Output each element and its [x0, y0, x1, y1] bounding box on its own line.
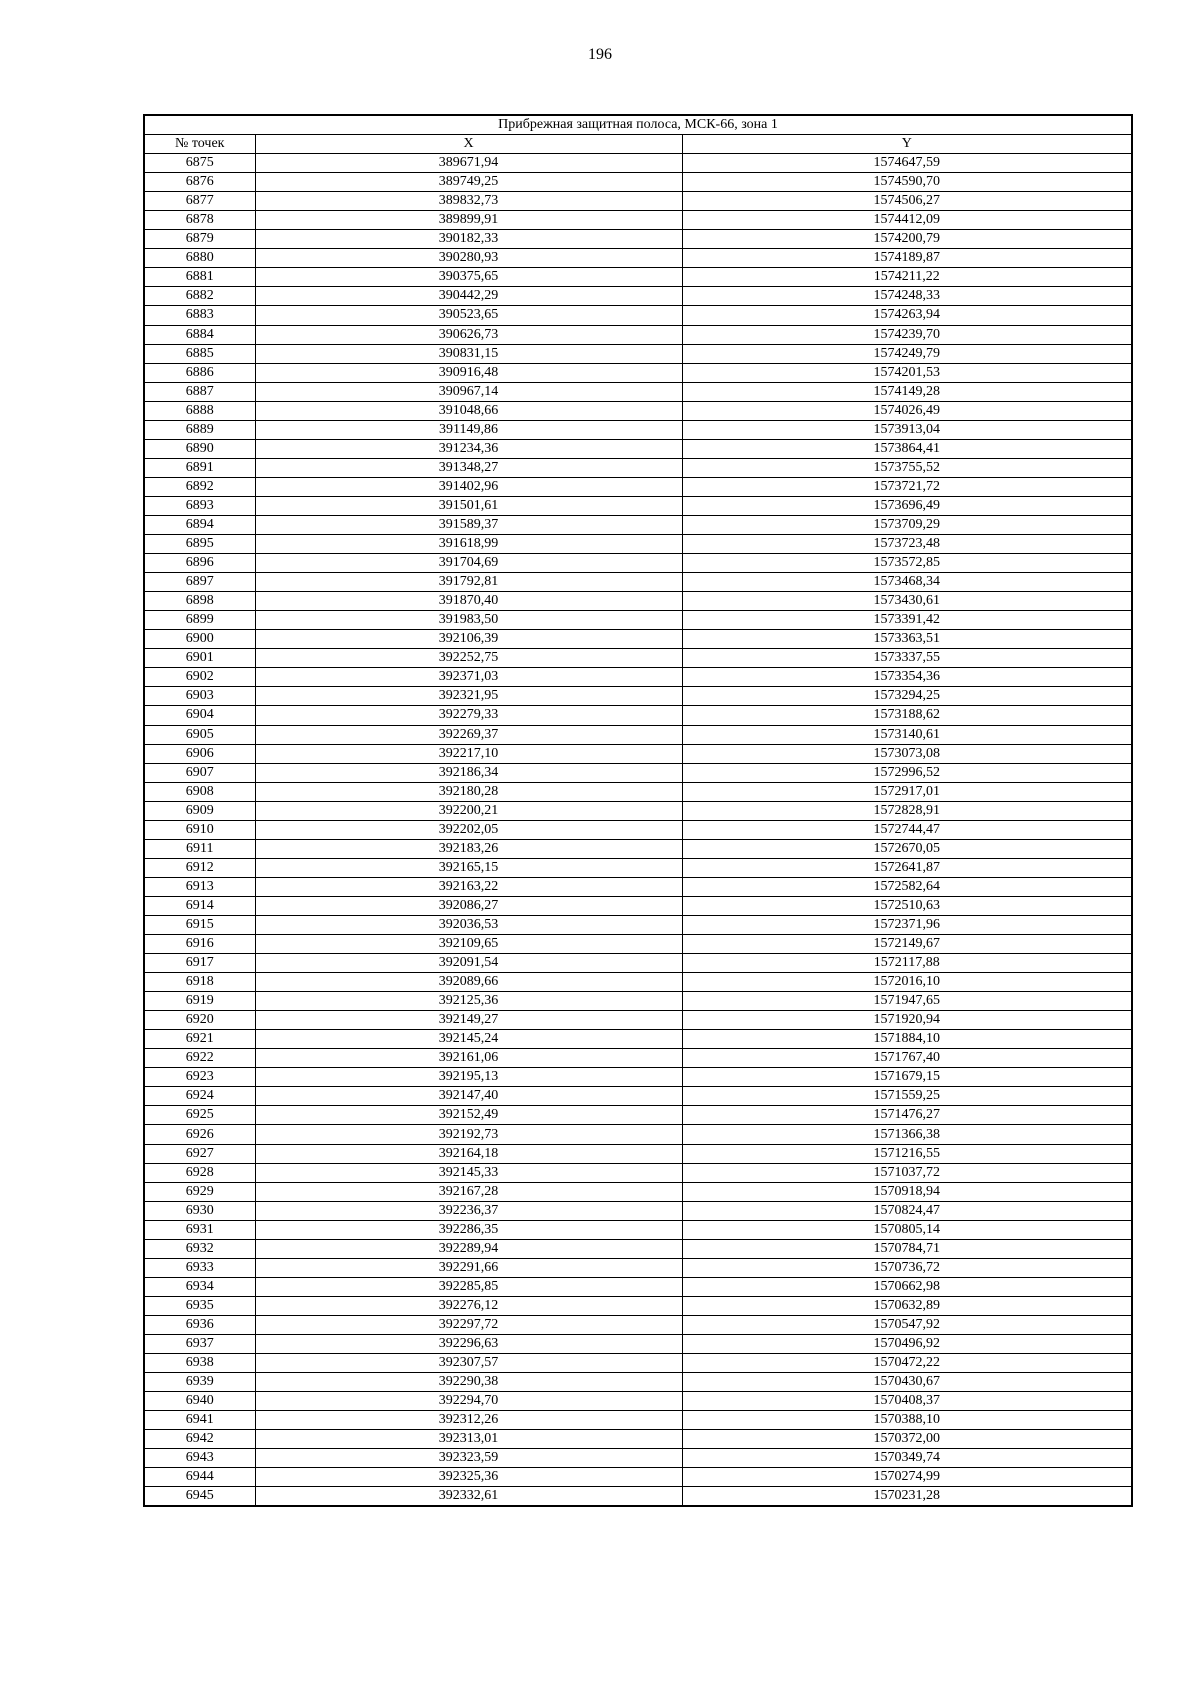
- coordinates-table: [143, 114, 1133, 1507]
- table-row: [144, 973, 1132, 992]
- cell-y: 1571216,55: [682, 1144, 1132, 1163]
- cell-y: 1574506,27: [682, 192, 1132, 211]
- cell-point-number: 6890: [144, 439, 255, 458]
- cell-y: 1572582,64: [682, 877, 1132, 896]
- table-row: [144, 592, 1132, 611]
- cell-y: 1573140,61: [682, 725, 1132, 744]
- table-body: [144, 154, 1132, 1507]
- cell-y: 1570472,22: [682, 1354, 1132, 1373]
- table-row: [144, 1030, 1132, 1049]
- cell-point-number: 6911: [144, 839, 255, 858]
- cell-x: 391983,50: [255, 611, 682, 630]
- cell-point-number: 6899: [144, 611, 255, 630]
- table-row: [144, 325, 1132, 344]
- cell-y: 1571947,65: [682, 992, 1132, 1011]
- cell-y: 1573723,48: [682, 535, 1132, 554]
- cell-point-number: 6912: [144, 858, 255, 877]
- cell-x: 391589,37: [255, 515, 682, 534]
- cell-point-number: 6919: [144, 992, 255, 1011]
- cell-y: 1573354,36: [682, 668, 1132, 687]
- cell-y: 1572996,52: [682, 763, 1132, 782]
- cell-y: 1573721,72: [682, 477, 1132, 496]
- table-title: Прибрежная защитная полоса, МСК-66, зона 1: [144, 115, 1132, 135]
- cell-x: 392167,28: [255, 1182, 682, 1201]
- table-row: [144, 858, 1132, 877]
- cell-x: 391792,81: [255, 573, 682, 592]
- cell-y: 1574026,49: [682, 401, 1132, 420]
- table-row: [144, 554, 1132, 573]
- table-row: [144, 687, 1132, 706]
- cell-y: 1573337,55: [682, 649, 1132, 668]
- cell-x: 392289,94: [255, 1239, 682, 1258]
- cell-x: 392152,49: [255, 1106, 682, 1125]
- cell-point-number: 6892: [144, 477, 255, 496]
- cell-y: 1573572,85: [682, 554, 1132, 573]
- cell-x: 392286,35: [255, 1220, 682, 1239]
- cell-point-number: 6923: [144, 1068, 255, 1087]
- cell-point-number: 6917: [144, 954, 255, 973]
- cell-x: 391618,99: [255, 535, 682, 554]
- cell-y: 1574590,70: [682, 173, 1132, 192]
- cell-y: 1570349,74: [682, 1449, 1132, 1468]
- cell-x: 392161,06: [255, 1049, 682, 1068]
- table-row: [144, 1296, 1132, 1315]
- cell-point-number: 6944: [144, 1468, 255, 1487]
- table-row: [144, 725, 1132, 744]
- table-row: [144, 420, 1132, 439]
- table-row: [144, 630, 1132, 649]
- cell-x: 391048,66: [255, 401, 682, 420]
- cell-x: 389899,91: [255, 211, 682, 230]
- cell-point-number: 6877: [144, 192, 255, 211]
- cell-point-number: 6916: [144, 935, 255, 954]
- table-row: [144, 1411, 1132, 1430]
- cell-x: 392321,95: [255, 687, 682, 706]
- cell-point-number: 6883: [144, 306, 255, 325]
- table-row: [144, 668, 1132, 687]
- cell-y: 1573294,25: [682, 687, 1132, 706]
- cell-y: 1573430,61: [682, 592, 1132, 611]
- cell-y: 1574263,94: [682, 306, 1132, 325]
- cell-x: 392307,57: [255, 1354, 682, 1373]
- table-row: [144, 1392, 1132, 1411]
- cell-y: 1570805,14: [682, 1220, 1132, 1239]
- cell-y: 1572828,91: [682, 801, 1132, 820]
- cell-x: 392332,61: [255, 1487, 682, 1507]
- table-row: [144, 458, 1132, 477]
- table-row: [144, 820, 1132, 839]
- cell-y: 1574200,79: [682, 230, 1132, 249]
- table-row: [144, 1144, 1132, 1163]
- table-row: [144, 744, 1132, 763]
- cell-y: 1573188,62: [682, 706, 1132, 725]
- cell-point-number: 6918: [144, 973, 255, 992]
- table-row: [144, 1373, 1132, 1392]
- cell-point-number: 6927: [144, 1144, 255, 1163]
- cell-y: 1570547,92: [682, 1315, 1132, 1334]
- cell-y: 1571679,15: [682, 1068, 1132, 1087]
- cell-x: 389749,25: [255, 173, 682, 192]
- table-row: [144, 1163, 1132, 1182]
- cell-x: 390375,65: [255, 268, 682, 287]
- cell-y: 1571476,27: [682, 1106, 1132, 1125]
- table-row: [144, 649, 1132, 668]
- cell-y: 1572510,63: [682, 896, 1132, 915]
- table-header-row: [144, 135, 1132, 154]
- cell-point-number: 6908: [144, 782, 255, 801]
- cell-point-number: 6903: [144, 687, 255, 706]
- cell-x: 392165,15: [255, 858, 682, 877]
- table-row: [144, 268, 1132, 287]
- cell-y: 1573363,51: [682, 630, 1132, 649]
- cell-x: 392147,40: [255, 1087, 682, 1106]
- cell-x: 391402,96: [255, 477, 682, 496]
- cell-point-number: 6913: [144, 877, 255, 896]
- cell-x: 392192,73: [255, 1125, 682, 1144]
- cell-x: 392269,37: [255, 725, 682, 744]
- cell-point-number: 6933: [144, 1258, 255, 1277]
- table-row: [144, 763, 1132, 782]
- cell-point-number: 6929: [144, 1182, 255, 1201]
- cell-y: 1573391,42: [682, 611, 1132, 630]
- cell-x: 392236,37: [255, 1201, 682, 1220]
- table-row: [144, 1239, 1132, 1258]
- cell-y: 1574211,22: [682, 268, 1132, 287]
- table-row: [144, 801, 1132, 820]
- header-x: X: [255, 135, 682, 154]
- cell-x: 392180,28: [255, 782, 682, 801]
- table-row: [144, 1354, 1132, 1373]
- cell-y: 1570824,47: [682, 1201, 1132, 1220]
- table-row: [144, 1449, 1132, 1468]
- cell-point-number: 6896: [144, 554, 255, 573]
- cell-point-number: 6915: [144, 915, 255, 934]
- table-row: [144, 287, 1132, 306]
- table-row: [144, 477, 1132, 496]
- cell-point-number: 6932: [144, 1239, 255, 1258]
- cell-y: 1571920,94: [682, 1011, 1132, 1030]
- cell-y: 1573696,49: [682, 496, 1132, 515]
- cell-y: 1570784,71: [682, 1239, 1132, 1258]
- cell-point-number: 6901: [144, 649, 255, 668]
- cell-point-number: 6936: [144, 1315, 255, 1334]
- table-row: [144, 535, 1132, 554]
- cell-point-number: 6886: [144, 363, 255, 382]
- cell-x: 392285,85: [255, 1277, 682, 1296]
- cell-point-number: 6945: [144, 1487, 255, 1507]
- table-row: [144, 1125, 1132, 1144]
- cell-point-number: 6931: [144, 1220, 255, 1239]
- cell-point-number: 6882: [144, 287, 255, 306]
- cell-point-number: 6921: [144, 1030, 255, 1049]
- cell-x: 391501,61: [255, 496, 682, 515]
- cell-y: 1570274,99: [682, 1468, 1132, 1487]
- table-row: [144, 515, 1132, 534]
- table-row: [144, 249, 1132, 268]
- table-row: [144, 1277, 1132, 1296]
- table-row: [144, 1335, 1132, 1354]
- cell-point-number: 6885: [144, 344, 255, 363]
- cell-x: 392297,72: [255, 1315, 682, 1334]
- cell-y: 1574149,28: [682, 382, 1132, 401]
- cell-y: 1570231,28: [682, 1487, 1132, 1507]
- table-row: [144, 782, 1132, 801]
- cell-point-number: 6887: [144, 382, 255, 401]
- cell-x: 392323,59: [255, 1449, 682, 1468]
- cell-y: 1573709,29: [682, 515, 1132, 534]
- cell-x: 392312,26: [255, 1411, 682, 1430]
- cell-x: 392291,66: [255, 1258, 682, 1277]
- table-row: [144, 154, 1132, 173]
- table-row: [144, 1182, 1132, 1201]
- table-row: [144, 192, 1132, 211]
- cell-y: 1570736,72: [682, 1258, 1132, 1277]
- cell-point-number: 6875: [144, 154, 255, 173]
- cell-point-number: 6926: [144, 1125, 255, 1144]
- cell-point-number: 6940: [144, 1392, 255, 1411]
- cell-x: 392325,36: [255, 1468, 682, 1487]
- cell-x: 390182,33: [255, 230, 682, 249]
- page-number: 196: [588, 46, 612, 63]
- cell-point-number: 6884: [144, 325, 255, 344]
- cell-point-number: 6891: [144, 458, 255, 477]
- cell-x: 392183,26: [255, 839, 682, 858]
- cell-y: 1573073,08: [682, 744, 1132, 763]
- table-row: [144, 839, 1132, 858]
- cell-x: 392290,38: [255, 1373, 682, 1392]
- cell-y: 1573864,41: [682, 439, 1132, 458]
- cell-y: 1570918,94: [682, 1182, 1132, 1201]
- table-row: [144, 211, 1132, 230]
- cell-y: 1571037,72: [682, 1163, 1132, 1182]
- table-row: [144, 344, 1132, 363]
- cell-point-number: 6934: [144, 1277, 255, 1296]
- cell-point-number: 6894: [144, 515, 255, 534]
- table-row: [144, 1068, 1132, 1087]
- cell-point-number: 6909: [144, 801, 255, 820]
- cell-y: 1571884,10: [682, 1030, 1132, 1049]
- cell-x: 392252,75: [255, 649, 682, 668]
- cell-point-number: 6876: [144, 173, 255, 192]
- cell-x: 392294,70: [255, 1392, 682, 1411]
- cell-x: 392086,27: [255, 896, 682, 915]
- cell-y: 1572917,01: [682, 782, 1132, 801]
- cell-x: 391704,69: [255, 554, 682, 573]
- cell-point-number: 6879: [144, 230, 255, 249]
- table-row: [144, 573, 1132, 592]
- table-row: [144, 363, 1132, 382]
- cell-y: 1573468,34: [682, 573, 1132, 592]
- cell-x: 392109,65: [255, 935, 682, 954]
- cell-x: 392217,10: [255, 744, 682, 763]
- cell-point-number: 6893: [144, 496, 255, 515]
- cell-x: 392164,18: [255, 1144, 682, 1163]
- cell-y: 1574239,70: [682, 325, 1132, 344]
- table-row: [144, 1201, 1132, 1220]
- table-row: [144, 1468, 1132, 1487]
- table-title-row: [144, 115, 1132, 135]
- table-row: [144, 611, 1132, 630]
- cell-point-number: 6920: [144, 1011, 255, 1030]
- cell-x: 392200,21: [255, 801, 682, 820]
- cell-x: 390626,73: [255, 325, 682, 344]
- cell-y: 1572117,88: [682, 954, 1132, 973]
- cell-y: 1574189,87: [682, 249, 1132, 268]
- cell-x: 390831,15: [255, 344, 682, 363]
- cell-x: 392202,05: [255, 820, 682, 839]
- cell-y: 1572371,96: [682, 915, 1132, 934]
- cell-x: 390967,14: [255, 382, 682, 401]
- cell-x: 389671,94: [255, 154, 682, 173]
- cell-point-number: 6906: [144, 744, 255, 763]
- cell-x: 392313,01: [255, 1430, 682, 1449]
- cell-x: 390523,65: [255, 306, 682, 325]
- table-row: [144, 439, 1132, 458]
- table-row: [144, 382, 1132, 401]
- cell-y: 1572641,87: [682, 858, 1132, 877]
- cell-point-number: 6895: [144, 535, 255, 554]
- table-row: [144, 992, 1132, 1011]
- cell-point-number: 6935: [144, 1296, 255, 1315]
- table-row: [144, 401, 1132, 420]
- cell-point-number: 6939: [144, 1373, 255, 1392]
- cell-x: 392091,54: [255, 954, 682, 973]
- cell-y: 1572670,05: [682, 839, 1132, 858]
- cell-y: 1573913,04: [682, 420, 1132, 439]
- cell-y: 1572149,67: [682, 935, 1132, 954]
- cell-x: 392163,22: [255, 877, 682, 896]
- cell-x: 392036,53: [255, 915, 682, 934]
- cell-y: 1573755,52: [682, 458, 1132, 477]
- cell-point-number: 6898: [144, 592, 255, 611]
- cell-y: 1570408,37: [682, 1392, 1132, 1411]
- cell-point-number: 6902: [144, 668, 255, 687]
- cell-x: 392279,33: [255, 706, 682, 725]
- cell-x: 390442,29: [255, 287, 682, 306]
- cell-x: 392089,66: [255, 973, 682, 992]
- cell-y: 1574647,59: [682, 154, 1132, 173]
- header-point-number: № точек: [144, 135, 255, 154]
- cell-x: 392276,12: [255, 1296, 682, 1315]
- cell-x: 392149,27: [255, 1011, 682, 1030]
- table-row: [144, 1315, 1132, 1334]
- cell-y: 1574201,53: [682, 363, 1132, 382]
- cell-x: 392106,39: [255, 630, 682, 649]
- cell-point-number: 6928: [144, 1163, 255, 1182]
- cell-y: 1570662,98: [682, 1277, 1132, 1296]
- cell-y: 1572016,10: [682, 973, 1132, 992]
- cell-x: 389832,73: [255, 192, 682, 211]
- cell-x: 392195,13: [255, 1068, 682, 1087]
- cell-x: 392296,63: [255, 1335, 682, 1354]
- cell-point-number: 6907: [144, 763, 255, 782]
- cell-y: 1572744,47: [682, 820, 1132, 839]
- cell-x: 392186,34: [255, 763, 682, 782]
- cell-point-number: 6922: [144, 1049, 255, 1068]
- cell-x: 391234,36: [255, 439, 682, 458]
- cell-point-number: 6900: [144, 630, 255, 649]
- cell-point-number: 6910: [144, 820, 255, 839]
- cell-y: 1571559,25: [682, 1087, 1132, 1106]
- table-row: [144, 1430, 1132, 1449]
- table-row: [144, 935, 1132, 954]
- cell-y: 1570430,67: [682, 1373, 1132, 1392]
- cell-x: 392145,33: [255, 1163, 682, 1182]
- cell-point-number: 6904: [144, 706, 255, 725]
- table-row: [144, 230, 1132, 249]
- cell-x: 391149,86: [255, 420, 682, 439]
- cell-point-number: 6881: [144, 268, 255, 287]
- cell-x: 392371,03: [255, 668, 682, 687]
- table-row: [144, 954, 1132, 973]
- table-row: [144, 173, 1132, 192]
- cell-point-number: 6938: [144, 1354, 255, 1373]
- cell-point-number: 6880: [144, 249, 255, 268]
- table-row: [144, 915, 1132, 934]
- cell-y: 1570632,89: [682, 1296, 1132, 1315]
- cell-point-number: 6888: [144, 401, 255, 420]
- table-row: [144, 1258, 1132, 1277]
- header-y: Y: [682, 135, 1132, 154]
- cell-point-number: 6897: [144, 573, 255, 592]
- cell-point-number: 6924: [144, 1087, 255, 1106]
- cell-x: 391870,40: [255, 592, 682, 611]
- table-row: [144, 1106, 1132, 1125]
- cell-point-number: 6930: [144, 1201, 255, 1220]
- cell-y: 1571366,38: [682, 1125, 1132, 1144]
- cell-point-number: 6878: [144, 211, 255, 230]
- cell-x: 392145,24: [255, 1030, 682, 1049]
- cell-x: 391348,27: [255, 458, 682, 477]
- cell-point-number: 6905: [144, 725, 255, 744]
- table-row: [144, 306, 1132, 325]
- cell-point-number: 6925: [144, 1106, 255, 1125]
- cell-y: 1571767,40: [682, 1049, 1132, 1068]
- cell-point-number: 6889: [144, 420, 255, 439]
- table-row: [144, 1487, 1132, 1507]
- cell-y: 1574412,09: [682, 211, 1132, 230]
- cell-y: 1574248,33: [682, 287, 1132, 306]
- cell-x: 390916,48: [255, 363, 682, 382]
- table-row: [144, 1049, 1132, 1068]
- cell-point-number: 6914: [144, 896, 255, 915]
- cell-point-number: 6942: [144, 1430, 255, 1449]
- table-row: [144, 1220, 1132, 1239]
- table-row: [144, 877, 1132, 896]
- cell-y: 1570388,10: [682, 1411, 1132, 1430]
- cell-y: 1570372,00: [682, 1430, 1132, 1449]
- table-row: [144, 496, 1132, 515]
- table-row: [144, 1087, 1132, 1106]
- cell-point-number: 6937: [144, 1335, 255, 1354]
- cell-point-number: 6941: [144, 1411, 255, 1430]
- cell-x: 392125,36: [255, 992, 682, 1011]
- cell-point-number: 6943: [144, 1449, 255, 1468]
- cell-y: 1574249,79: [682, 344, 1132, 363]
- cell-y: 1570496,92: [682, 1335, 1132, 1354]
- cell-x: 390280,93: [255, 249, 682, 268]
- table-row: [144, 1011, 1132, 1030]
- table-row: [144, 896, 1132, 915]
- table-row: [144, 706, 1132, 725]
